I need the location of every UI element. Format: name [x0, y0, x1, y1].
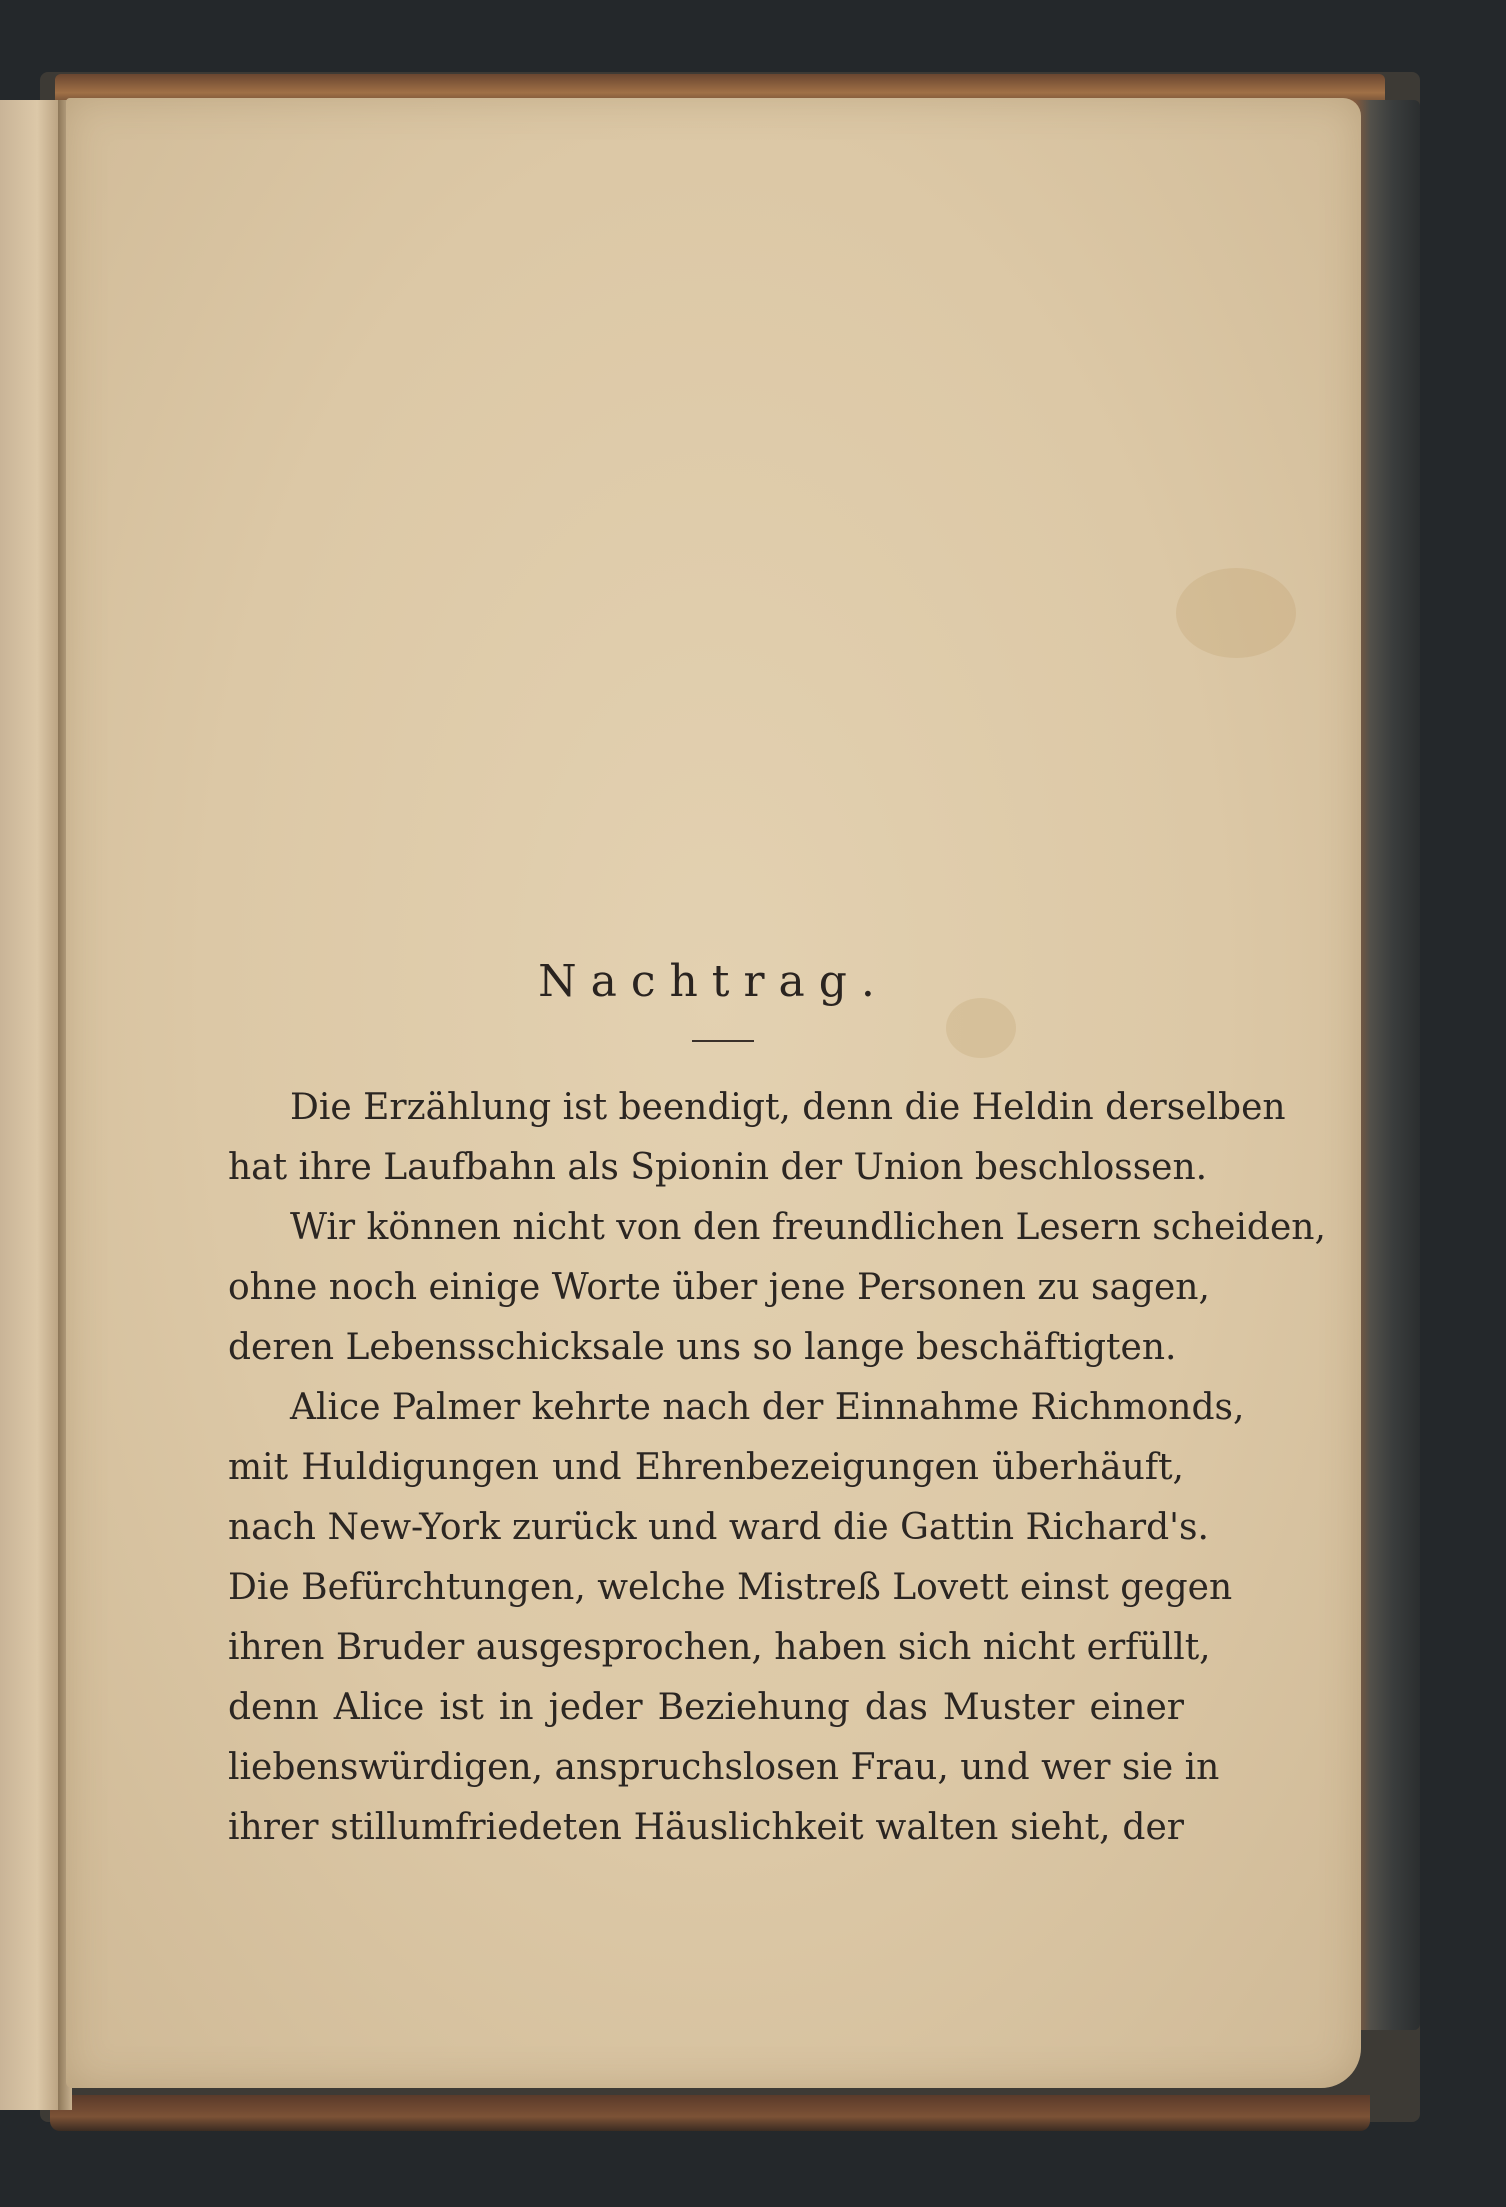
text-line: ihrer stillumfriedeten Häuslichkeit walten sieht, der	[228, 1807, 1184, 1848]
text-line: denn Alice ist in jeder Beziehung das Muster einer	[228, 1687, 1184, 1728]
page-heading: Nachtrag.	[538, 956, 889, 1007]
text-line: liebenswürdigen, anspruchslosen Frau, und wer sie in	[228, 1747, 1220, 1788]
paper-stain	[1176, 568, 1296, 658]
text-line: Wir können nicht von den freundlichen Lesern scheiden,	[290, 1207, 1326, 1248]
text-line: ohne noch einige Worte über jene Personen zu sagen,	[228, 1267, 1210, 1308]
text-line: Die Erzählung ist beendigt, denn die Heldin derselben	[290, 1087, 1286, 1128]
cover-edge-bottom	[50, 2095, 1370, 2131]
text-line: mit Huldigungen und Ehrenbezeigungen überhäuft,	[228, 1447, 1184, 1488]
text-line: nach New-York zurück und ward die Gattin Richard's.	[228, 1507, 1209, 1548]
text-line: ihren Bruder ausgesprochen, haben sich nicht erfüllt,	[228, 1627, 1211, 1668]
body-text	[228, 1078, 1326, 1858]
text-line: hat ihre Laufbahn als Spionin der Union beschlossen.	[228, 1147, 1208, 1188]
text-line: Alice Palmer kehrte nach der Einnahme Richmonds,	[290, 1387, 1245, 1428]
heading-rule	[692, 1040, 754, 1042]
text-line: deren Lebensschicksale uns so lange beschäftigten.	[228, 1327, 1177, 1368]
text-line: Die Befürchtungen, welche Mistreß Lovett einst gegen	[228, 1567, 1233, 1608]
left-facing-page	[0, 100, 64, 2110]
